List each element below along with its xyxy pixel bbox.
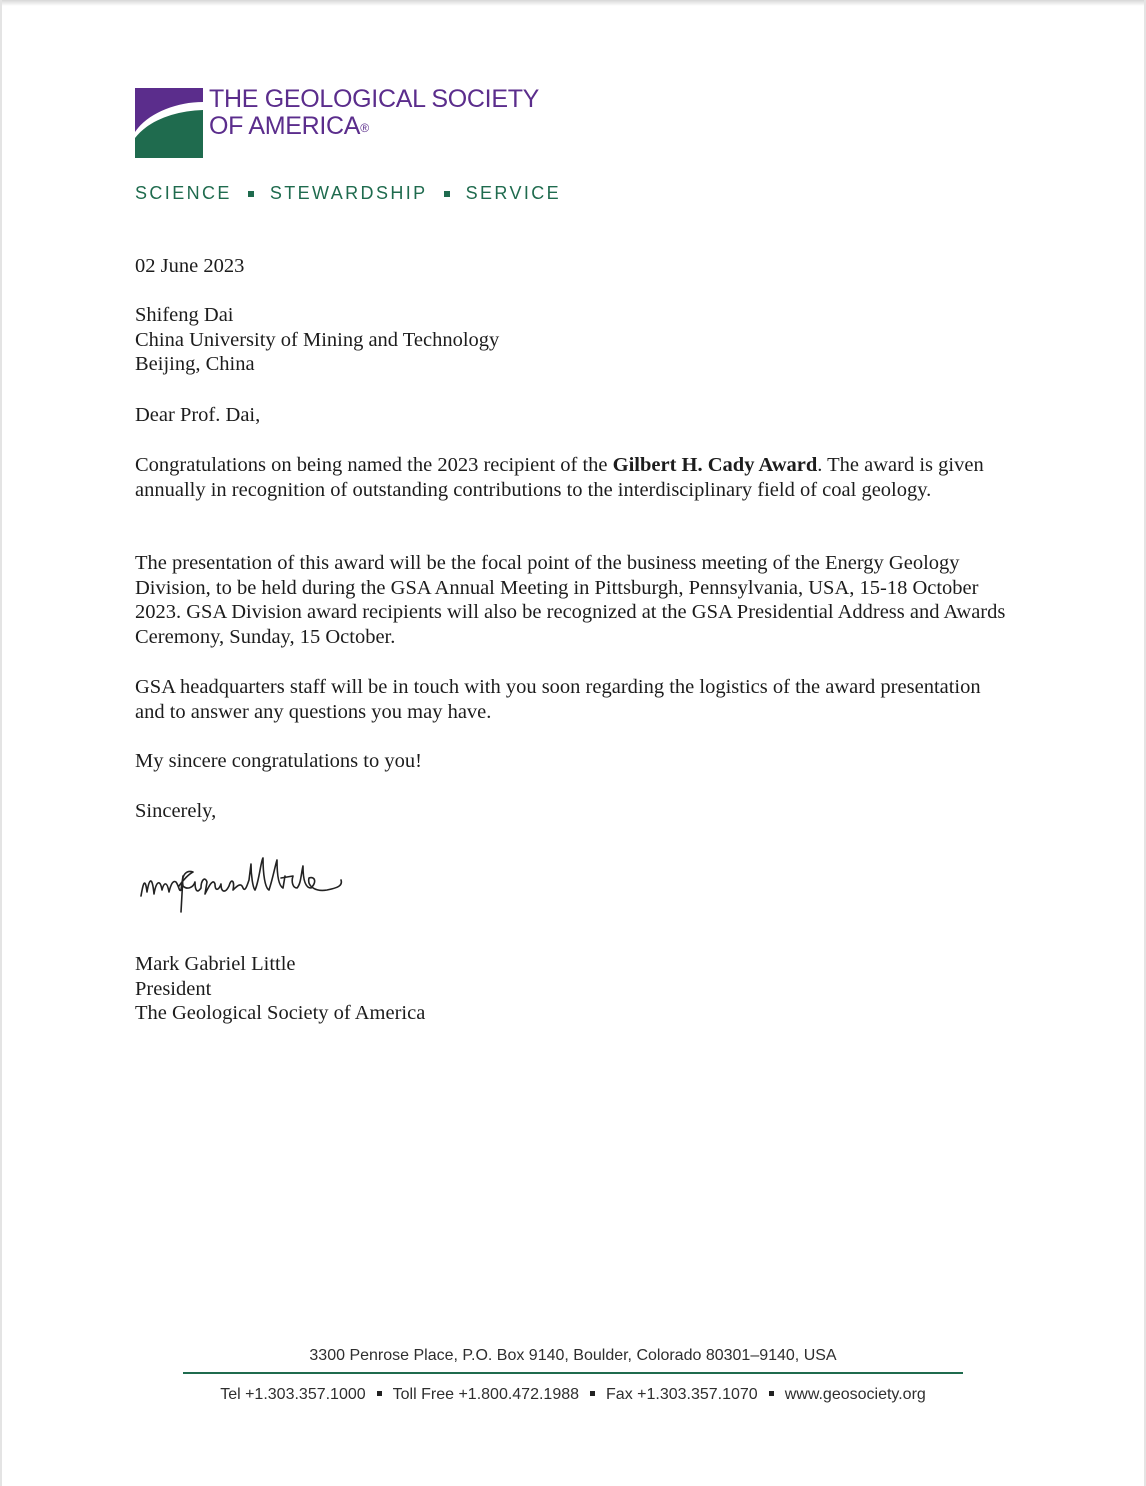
org-name-line2: OF AMERICA® [209,112,369,140]
footer-contacts [183,1386,963,1404]
tagline-service: SERVICE [465,183,562,203]
footer-fax: Fax +1.303.357.1070 [606,1386,758,1403]
recipient-block [135,303,1015,377]
paragraph-congratulations [135,453,1015,502]
recipient-location: Beijing, China [135,353,255,376]
paragraph-1-text-end: . The award is given annually in recognition of outstanding contributions to the interdisciplinary field of coal geology. [135,454,984,501]
tagline-separator [444,191,450,197]
paragraph-presentation: The presentation of this award will be the focal point of the business meeting of the Energy Geology Division, to be held during the GSA Annual Meeting in Pittsburgh, Pennsylvania, USA, 15-18 October 2023. GSA Division award recipients will also be recognized at the GSA Presidential Address and Awards Ceremony, Sunday, 15 October. [135,552,1006,648]
letter-date: 02 June 2023 [135,255,245,277]
page-top-shadow [0,0,1146,6]
paragraph-logistics: GSA headquarters staff will be in touch with you soon regarding the logistics of the award presentation and to answer any questions you may have. [135,676,981,723]
signer-organization: The Geological Society of America [135,1002,426,1025]
tagline [135,183,561,204]
closing-line: My sincere congratulations to you! [135,750,422,772]
salutation: Dear Prof. Dai, [135,404,261,426]
footer-tel: Tel +1.303.357.1000 [220,1386,366,1403]
footer-divider [183,1372,963,1374]
recipient-institution: China University of Mining and Technology [135,328,500,351]
footer-separator [769,1391,774,1396]
signer-title: President [135,977,212,1000]
footer-website-link[interactable]: www.geosociety.org [784,1386,926,1403]
tagline-stewardship: STEWARDSHIP [269,183,428,203]
handwritten-signature [135,846,385,918]
paragraph-1-text-start: Congratulations on being named the 2023 recipient of the [135,454,613,476]
page-edge-left [0,0,2,1486]
tagline-separator [248,191,254,197]
org-name-line1: THE GEOLOGICAL SOCIETY [209,85,540,113]
signoff: Sincerely, [135,800,217,822]
footer-separator [377,1391,382,1396]
tagline-science: SCIENCE [135,183,232,203]
footer-address: 3300 Penrose Place, P.O. Box 9140, Boulder, Colorado 80301–9140, USA [309,1347,837,1364]
registered-mark: ® [360,121,369,135]
organization-name [209,86,539,140]
footer-separator [590,1391,595,1396]
signer-block [135,952,1015,1026]
signer-name: Mark Gabriel Little [135,953,296,975]
recipient-name: Shifeng Dai [135,304,234,326]
gsa-logo-icon [135,88,203,158]
footer-toll-free: Toll Free +1.800.472.1988 [392,1386,580,1403]
award-name: Gilbert H. Cady Award [612,454,818,476]
